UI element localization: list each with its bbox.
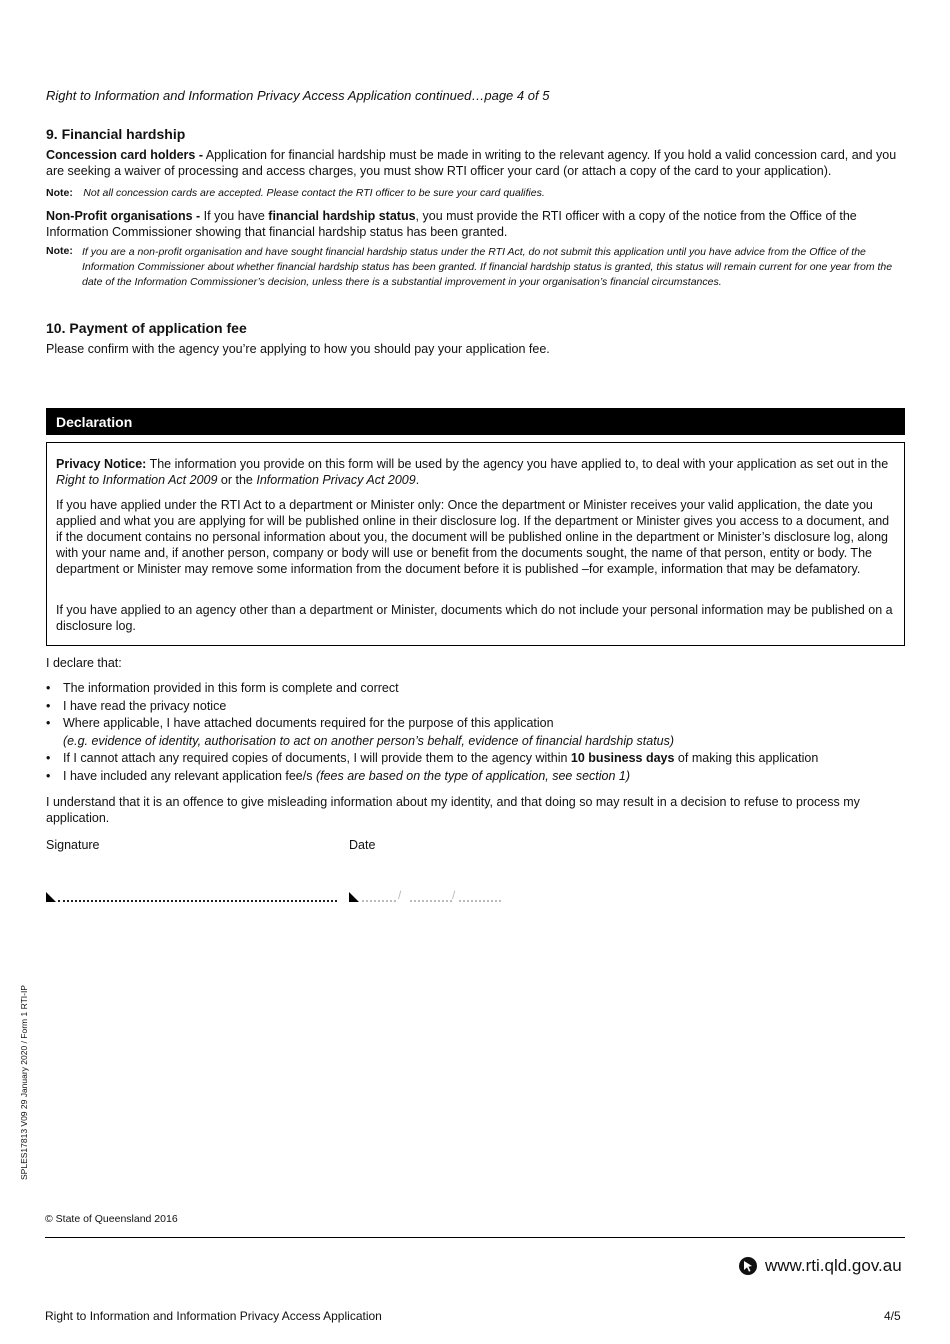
footer-divider xyxy=(45,1237,905,1238)
bullet-4-text-a: If I cannot attach any required copies of documents, I will provide them to the agency within xyxy=(63,751,571,765)
privacy-notice-box xyxy=(46,442,905,646)
list-item xyxy=(46,750,904,768)
date-year-field[interactable] xyxy=(459,900,501,902)
copyright: © State of Queensland 2016 xyxy=(45,1213,178,1225)
note-1 xyxy=(46,183,904,201)
signature-marker-icon xyxy=(46,892,56,902)
nonprofit-paragraph xyxy=(46,208,904,240)
signature-label: Signature xyxy=(46,838,100,852)
privacy-act-2: Information Privacy Act 2009 xyxy=(256,473,416,487)
i-declare-label: I declare that: xyxy=(46,656,122,670)
privacy-notice-paragraph xyxy=(56,456,896,488)
date-month-field[interactable] xyxy=(410,900,452,902)
declaration-list xyxy=(46,680,904,785)
understanding-statement: I understand that it is an offence to give misleading information about my identity, and that doing so may result in a decision to refuse to process my application. xyxy=(46,795,860,825)
section-10-text: Please confirm with the agency you’re applying to how you should pay your application fee. xyxy=(46,342,550,356)
note-2-label: Note: xyxy=(46,245,73,257)
section-9-title: 9. Financial hardship xyxy=(46,126,186,142)
note-1-text: Not all concession cards are accepted. Please contact the RTI officer to be sure your card qualifies. xyxy=(83,187,545,199)
continued-header: Right to Information and Information Privacy Access Application continued…page 4 of 5 xyxy=(46,88,550,103)
disclosure-log-paragraph: If you have applied under the RTI Act to a department or Minister only: Once the department or Minister receives your valid application, the date you applied and what you are applying for will be published online in their disclosure log. If the department or Minister gives you access to a document, and if the document contains no personal information about you, the document will be published online in the department or Minister’s disclosure log, along with your name and, if another person, company or body will use or benefit from the documents sought, the name of that person, entity or body. The department or Minister may remove some information from the document before it is published –for example, information that may be defamatory. xyxy=(56,498,890,576)
page-number: 4/5 xyxy=(884,1309,901,1323)
date-separator-1: / xyxy=(398,888,402,902)
nonprofit-text-b: , you must provide the RTI officer with a copy of the notice from the Office of the Information Commissioner showing that financial hardship status has been granted. xyxy=(46,209,857,239)
signature-line[interactable] xyxy=(58,900,337,902)
website-link[interactable]: www.rti.qld.gov.au xyxy=(765,1256,902,1275)
concession-label: Concession card holders - xyxy=(46,148,203,162)
declaration-header-bar xyxy=(46,408,905,435)
date-separator-2: / xyxy=(452,888,456,902)
bullet-2-text: I have read the privacy notice xyxy=(63,698,227,713)
bullet-5-italic: (fees are based on the type of application, see section 1) xyxy=(315,768,631,783)
nonprofit-text-a: If you have xyxy=(200,209,269,223)
cursor-logo-icon xyxy=(739,1257,757,1275)
privacy-act-1: Right to Information Act 2009 xyxy=(56,473,218,487)
date-day-field[interactable] xyxy=(362,900,396,902)
bullet-3-subtext: (e.g. evidence of identity, authorisation to act on another person’s behalf, evidence of financial hardship status) xyxy=(63,733,675,748)
nonprofit-label: Non-Profit organisations - xyxy=(46,209,201,223)
concession-paragraph xyxy=(46,147,904,179)
list-item xyxy=(46,698,904,716)
privacy-text-b: or the xyxy=(217,473,257,487)
date-marker-icon xyxy=(349,892,359,902)
bullet-3-text: Where applicable, I have attached documents required for the purpose of this application xyxy=(63,716,554,730)
section-10-title: 10. Payment of application fee xyxy=(46,320,247,336)
bullet-4-text-b: of making this application xyxy=(674,751,819,765)
privacy-text-a: The information you provide on this form will be used by the agency you have applied to, to deal with your application as set out in the xyxy=(146,457,889,471)
privacy-text-c: . xyxy=(415,473,420,487)
footer-title: Right to Information and Information Privacy Access Application xyxy=(45,1309,382,1323)
date-label: Date xyxy=(349,838,376,852)
bullet-1-text: The information provided in this form is complete and correct xyxy=(63,681,399,695)
other-agency-paragraph: If you have applied to an agency other than a department or Minister, documents which do not include your personal information may be published on a disclosure log. xyxy=(56,603,893,633)
concession-text: Application for financial hardship must be made in writing to the relevant agency. If you hold a valid concession card, and you are seeking a waiver of processing and access charges, you must show RTI officer your card (or attach a copy of the card to your application). xyxy=(46,148,897,178)
list-item xyxy=(46,768,904,786)
declaration-title: Declaration xyxy=(56,414,133,430)
note-2-text: If you are a non-profit organisation and have sought financial hardship status under the RTI Act, do not submit this application until you have advice from the Office of the Information Commissioner about whether financial hardship status has been granted. If financial hardship status is granted, this status will remain current for one year from the date of the Information Commissioner’s decision, unless there is a substantial improvement in your organisation’s financial circumstances. xyxy=(82,246,893,288)
nonprofit-bold: financial hardship status xyxy=(268,209,416,223)
bullet-5-text-a: I have included any relevant application fee/s xyxy=(63,768,316,783)
privacy-label: Privacy Notice: xyxy=(56,457,147,471)
form-code: SPLES17813 V09 29 January 2020 / Form 1 RTI-IP xyxy=(19,985,29,1180)
list-item xyxy=(46,715,904,750)
website-block xyxy=(739,1256,902,1276)
bullet-4-bold: 10 business days xyxy=(570,751,675,765)
list-item xyxy=(46,680,904,698)
note-1-label: Note: xyxy=(46,187,73,199)
note-2 xyxy=(46,245,904,290)
